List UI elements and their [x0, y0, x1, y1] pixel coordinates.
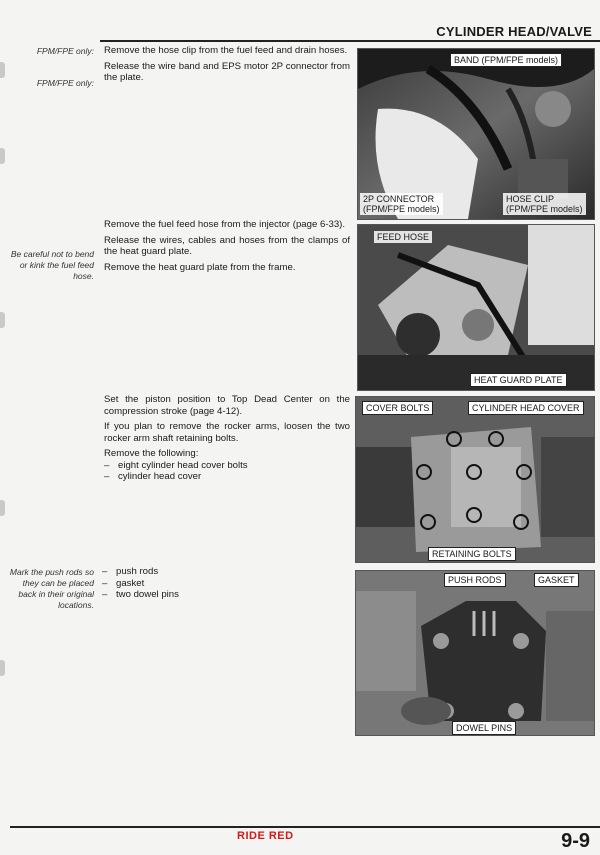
step-text: If you plan to remove the rocker arms, loosen the two rocker arm shaft retaining bolts.: [104, 421, 350, 444]
step-text: Remove the heat guard plate from the frame.: [104, 261, 296, 273]
step-text: Remove the hose clip from the fuel feed and drain hoses.: [104, 45, 348, 56]
callout-hose-clip: HOSE CLIP (FPM/FPE models): [503, 193, 586, 215]
figure-push-rods-photo: [355, 570, 595, 736]
brand-logo-text: RIDE RED: [237, 830, 294, 842]
step-text: Release the wires, cables and hoses from the clamps of the heat guard plate.: [104, 234, 350, 257]
callout-2p-connector: 2P CONNECTOR (FPM/FPE models): [360, 193, 443, 215]
callout-feed-hose: FEED HOSE: [374, 231, 432, 243]
list-item: – eight cylinder head cover bolts: [104, 460, 350, 472]
footer-rule: [10, 826, 600, 828]
callout-heat-guard-plate: HEAT GUARD PLATE: [470, 373, 567, 387]
list-item: – two dowel pins: [102, 589, 348, 601]
binder-mark: [0, 148, 5, 164]
callout-dowel-pins: DOWEL PINS: [452, 721, 516, 735]
removal-list: [104, 460, 350, 483]
figure-cylinder-head-cover-photo: [355, 396, 595, 563]
binder-mark: [0, 312, 5, 328]
section-title: CYLINDER HEAD/VALVE: [436, 24, 592, 39]
page-number: 9-9: [561, 830, 590, 852]
binder-mark: [0, 500, 5, 516]
callout-push-rods: PUSH RODS: [444, 573, 506, 587]
callout-cover-bolts: COVER BOLTS: [362, 401, 433, 415]
figure-heat-guard-photo: [357, 224, 595, 391]
side-note: FPM/FPE only:: [36, 46, 94, 56]
push-rod-list: [102, 566, 348, 601]
list-item: – gasket: [102, 578, 348, 590]
list-item: – push rods: [102, 566, 348, 578]
step-block-4: [102, 566, 348, 601]
step-text: Set the piston position to Top Dead Center on the compression stroke (page 4-12).: [104, 394, 350, 417]
side-note: Be careful not to bend or kink the fuel feed hose.: [10, 249, 94, 281]
figure-hose-clip-photo: [357, 48, 595, 220]
step-text: Remove the following:: [104, 448, 199, 459]
step-text: Remove the fuel feed hose from the injector (page 6-33).: [104, 219, 346, 230]
list-item: – cylinder head cover: [104, 471, 350, 483]
step-block-3: [104, 394, 350, 483]
header-rule: [100, 40, 600, 42]
binder-mark: [0, 660, 5, 676]
side-note: FPM/FPE only:: [36, 78, 94, 88]
step-block-2: [104, 219, 350, 277]
callout-cylinder-head-cover: CYLINDER HEAD COVER: [468, 401, 584, 415]
callout-retaining-bolts: RETAINING BOLTS: [428, 547, 516, 561]
callout-gasket: GASKET: [534, 573, 579, 587]
step-text: Release the wire band and EPS motor 2P connector from the plate.: [104, 60, 350, 83]
binder-mark: [0, 62, 5, 78]
callout-band: BAND (FPM/FPE models): [450, 53, 562, 67]
step-block-1: [104, 45, 350, 88]
side-note: Mark the push rods so they can be placed back in their original locations.: [9, 567, 94, 610]
